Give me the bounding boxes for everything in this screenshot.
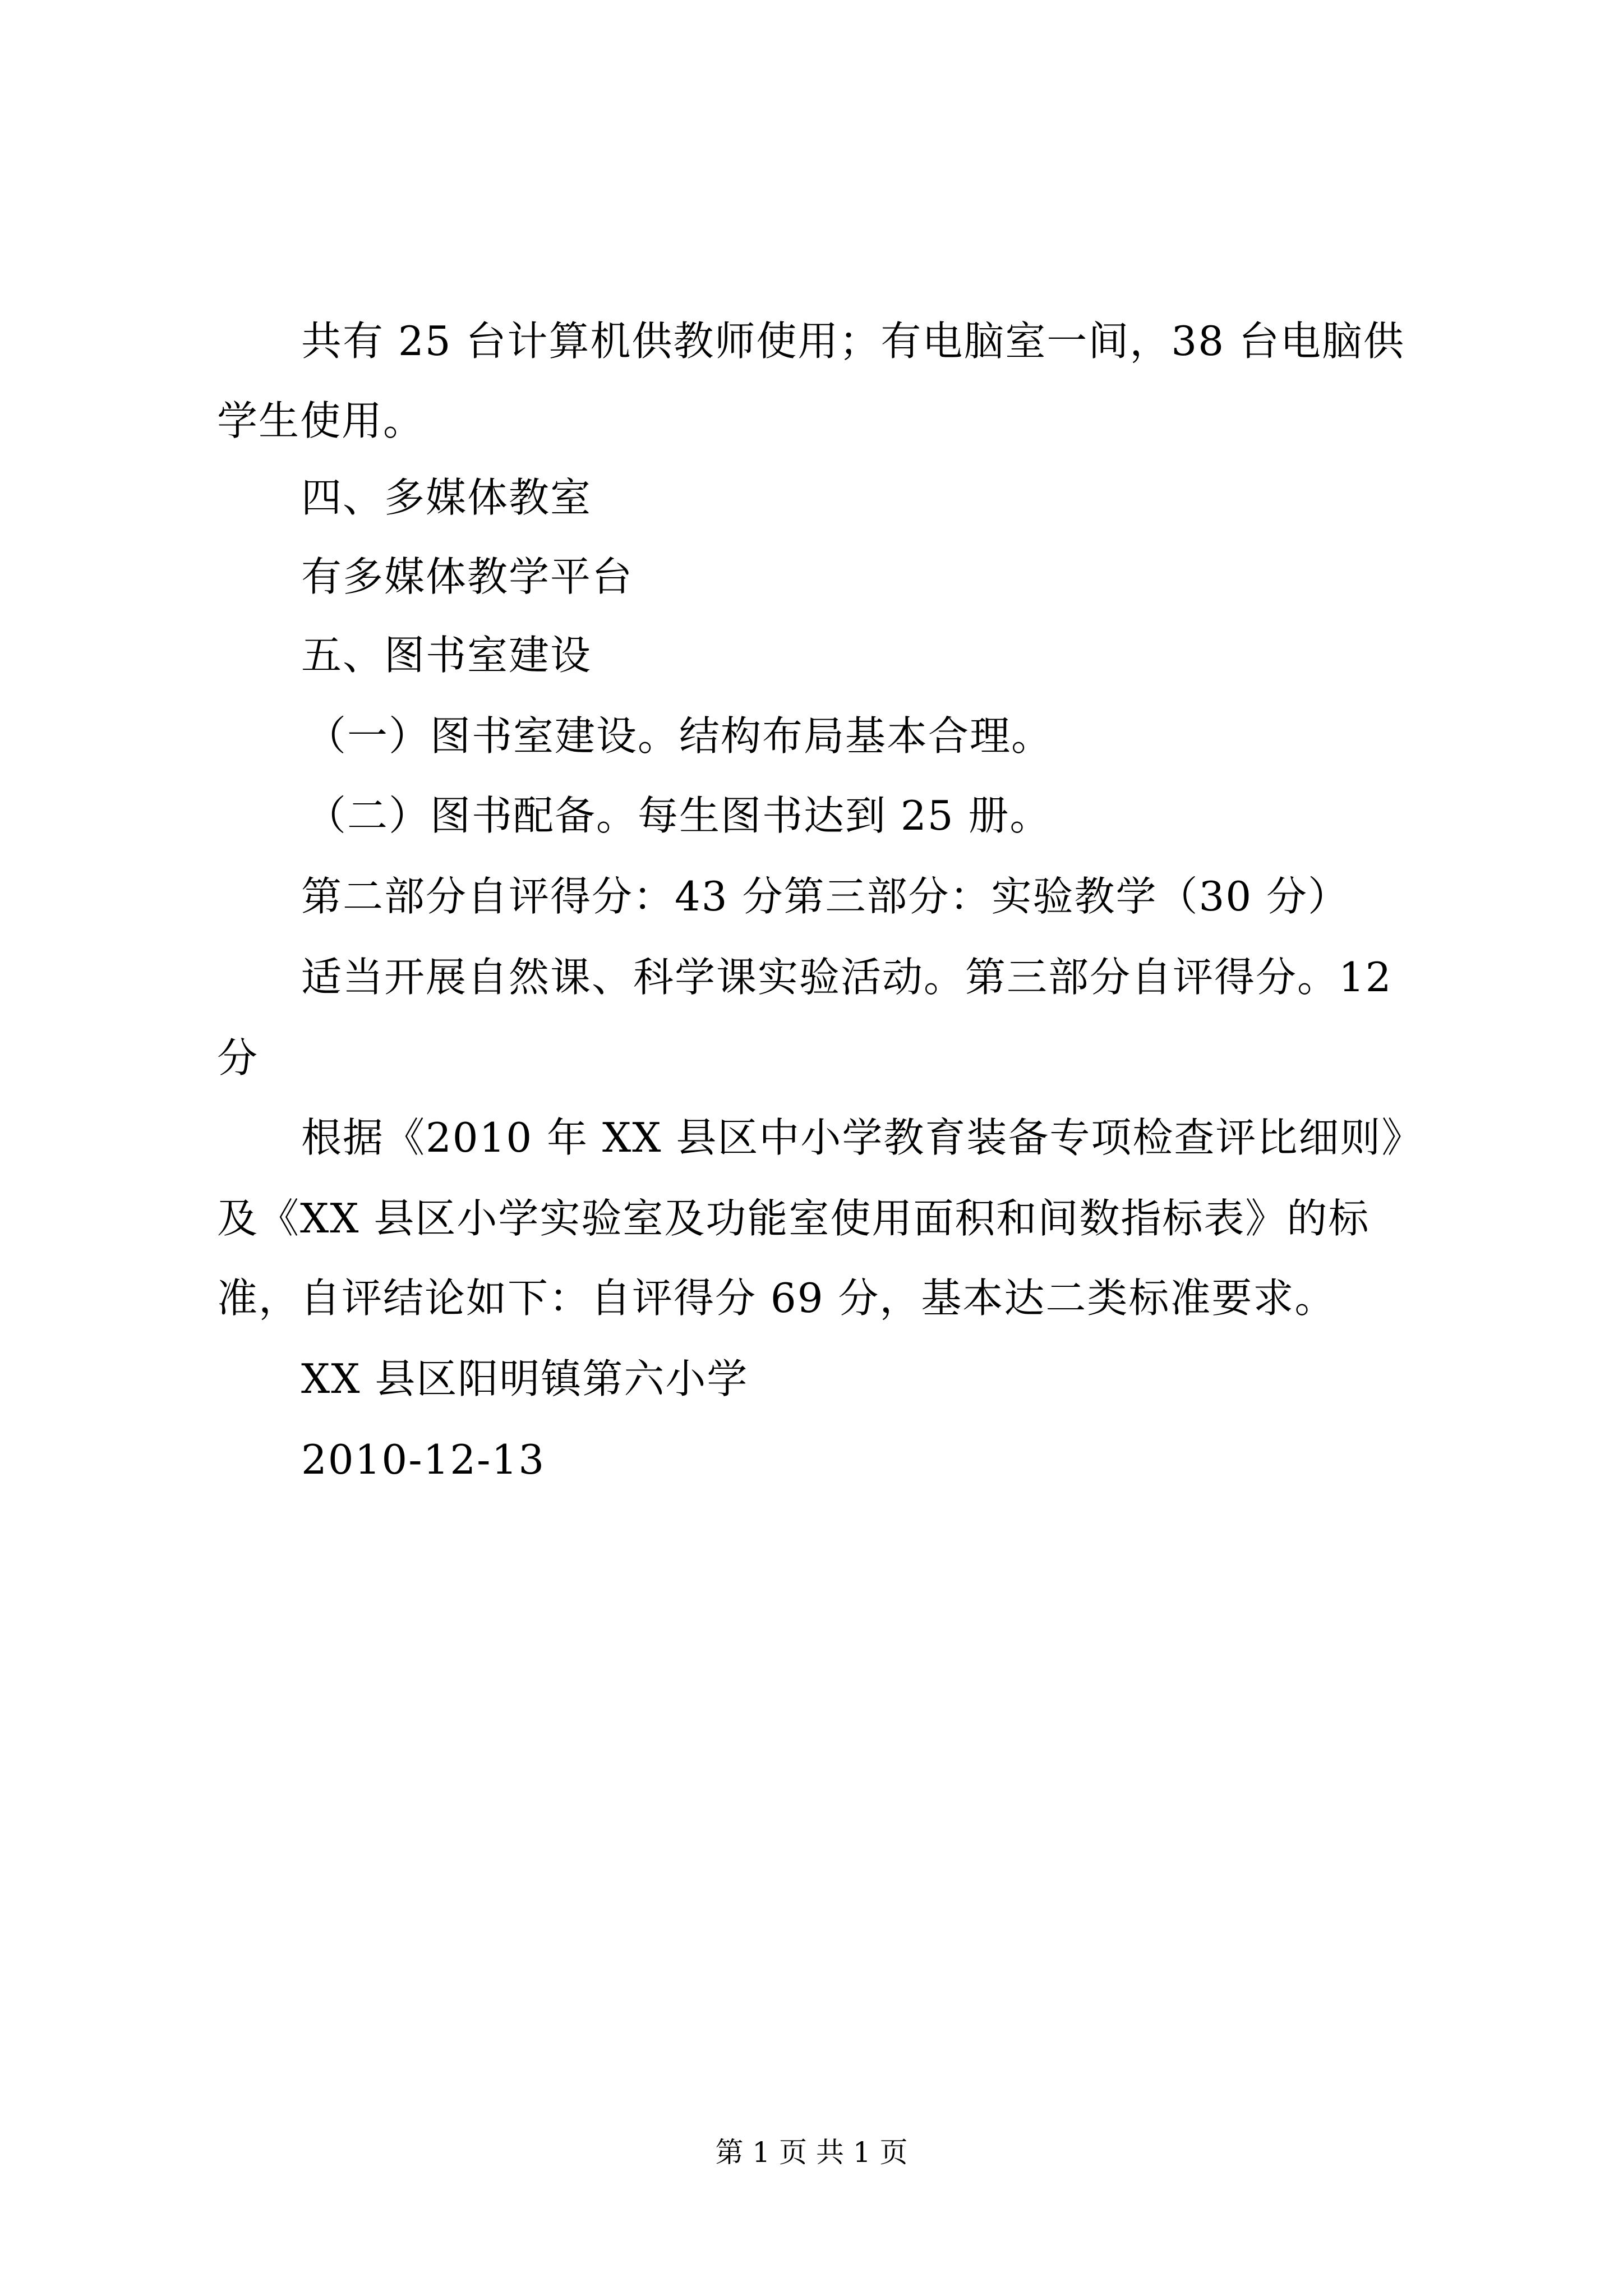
signature-date: 2010-12-13 [301, 1436, 546, 1483]
page-footer: 第 1 页 共 1 页 [715, 2136, 908, 2169]
paragraph-part-scores: 第二部分自评得分：43 分第三部分：实验教学（30 分） [301, 873, 1350, 920]
heading-multimedia-room: 四、多媒体教室 [301, 474, 592, 521]
paragraph-experiments: 适当开展自然课、科学课实验活动。第三部分自评得分。12 [301, 954, 1393, 1001]
heading-library: 五、图书室建设 [301, 632, 592, 679]
paragraph-experiments-cont: 分 [217, 1034, 259, 1082]
paragraph-computers: 共有 25 台计算机供教师使用；有电脑室一间，38 台电脑供 [301, 318, 1405, 365]
paragraph-conclusion-3: 准，自评结论如下：自评得分 69 分，基本达二类标准要求。 [217, 1274, 1336, 1322]
paragraph-conclusion-2: 及《XX 县区小学实验室及功能室使用面积和间数指标表》的标 [217, 1195, 1370, 1242]
paragraph-multimedia: 有多媒体教学平台 [301, 553, 634, 600]
signature-school: XX 县区阳明镇第六小学 [301, 1355, 749, 1402]
paragraph-library-books: （二）图书配备。每生图书达到 25 册。 [306, 792, 1052, 839]
paragraph-computers-cont: 学生使用。 [217, 397, 425, 444]
paragraph-library-building: （一）图书室建设。结构布局基本合理。 [306, 712, 1053, 760]
paragraph-conclusion-1: 根据《2010 年 XX 县区中小学教育装备专项检查评比细则》 [301, 1114, 1423, 1161]
